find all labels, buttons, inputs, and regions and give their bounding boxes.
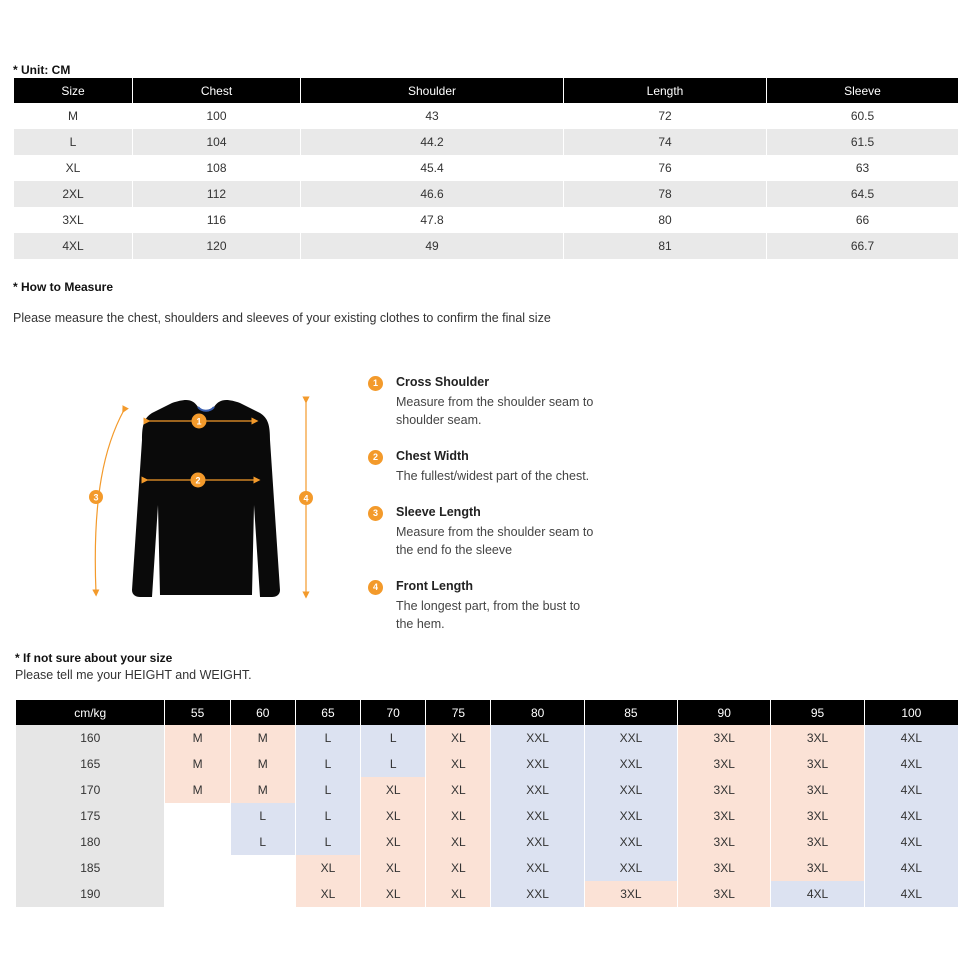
size-chart-row: [14, 155, 958, 181]
size-chart-cell: 63: [767, 155, 958, 181]
size-recommendation-cell: XXL: [491, 829, 583, 855]
step-description: Measure from the shoulder seam to the end fo the sleeve: [396, 525, 594, 557]
step-title: Front Length: [396, 579, 474, 593]
weight-header: 85: [585, 700, 677, 725]
size-recommendation-cell: 3XL: [678, 725, 770, 751]
weight-header: 70: [361, 700, 425, 725]
size-recommendation-cell: XL: [426, 777, 490, 803]
size-recommendation-cell: M: [165, 777, 229, 803]
size-recommendation-cell: XXL: [491, 751, 583, 777]
size-recommendation-cell: XL: [361, 803, 425, 829]
weight-header: 95: [771, 700, 863, 725]
size-recommendation-cell: L: [231, 803, 295, 829]
size-recommendation-cell: XXL: [585, 751, 677, 777]
step-description: The longest part, from the bust to the hem.: [396, 599, 581, 631]
height-row: [16, 803, 958, 829]
height-row: [16, 777, 958, 803]
size-recommendation-cell: [165, 855, 229, 881]
size-chart-cell: XL: [14, 155, 132, 181]
size-recommendation-cell: XL: [426, 803, 490, 829]
size-recommendation-cell: 3XL: [585, 881, 677, 907]
size-chart-row: [14, 129, 958, 155]
size-recommendation-cell: XL: [361, 829, 425, 855]
size-recommendation-cell: XXL: [491, 803, 583, 829]
size-chart-header-row: [14, 78, 958, 103]
size-recommendation-cell: XXL: [491, 725, 583, 751]
size-chart-cell: 72: [564, 103, 766, 129]
size-recommendation-cell: 3XL: [678, 829, 770, 855]
size-recommendation-cell: [231, 855, 295, 881]
size-recommendation-cell: [231, 881, 295, 907]
weight-header-row: [16, 700, 958, 725]
size-recommendation-cell: XXL: [585, 777, 677, 803]
size-recommendation-cell: XXL: [585, 855, 677, 881]
sleeve-header: Sleeve: [767, 78, 958, 103]
size-recommendation-cell: 3XL: [771, 803, 863, 829]
weight-header: 100: [865, 700, 958, 725]
size-chart-cell: 3XL: [14, 207, 132, 233]
size-recommendation-cell: XXL: [585, 725, 677, 751]
marker-1: [192, 414, 207, 429]
size-chart-cell: 61.5: [767, 129, 958, 155]
step-number-badge: 2: [368, 450, 383, 465]
size-recommendation-cell: 3XL: [771, 829, 863, 855]
svg-text:2: 2: [195, 475, 201, 486]
size-chart-cell: 120: [133, 233, 300, 259]
size-chart-cell: 66: [767, 207, 958, 233]
weight-header: 65: [296, 700, 360, 725]
size-recommendation-cell: M: [231, 725, 295, 751]
size-recommendation-cell: 3XL: [678, 751, 770, 777]
size-recommendation-cell: XL: [361, 777, 425, 803]
size-recommendation-cell: L: [361, 725, 425, 751]
size-header: Size: [14, 78, 132, 103]
size-recommendation-cell: [165, 803, 229, 829]
size-recommendation-cell: XXL: [585, 829, 677, 855]
size-recommendation-cell: 4XL: [865, 751, 958, 777]
size-recommendation-cell: L: [361, 751, 425, 777]
size-chart-cell: 76: [564, 155, 766, 181]
size-recommendation-cell: XXL: [491, 881, 583, 907]
size-chart-cell: 108: [133, 155, 300, 181]
size-chart-cell: 64.5: [767, 181, 958, 207]
size-recommendation-cell: XXL: [491, 855, 583, 881]
marker-3: [89, 490, 103, 504]
size-chart-cell: 44.2: [301, 129, 563, 155]
size-recommendation-cell: 4XL: [865, 725, 958, 751]
step-description: Measure from the shoulder seam to shoulder seam.: [396, 395, 594, 427]
size-recommendation-cell: L: [296, 829, 360, 855]
weight-header: 75: [426, 700, 490, 725]
weight-header: 55: [165, 700, 229, 725]
height-row: [16, 881, 958, 907]
size-recommendation-cell: XL: [361, 855, 425, 881]
size-recommendation-cell: L: [231, 829, 295, 855]
size-recommendation-cell: [165, 829, 229, 855]
size-chart-row: [14, 103, 958, 129]
size-chart-cell: 45.4: [301, 155, 563, 181]
weight-header: 60: [231, 700, 295, 725]
size-recommendation-cell: XL: [426, 881, 490, 907]
size-recommendation-cell: 4XL: [865, 803, 958, 829]
size-recommendation-cell: L: [296, 803, 360, 829]
svg-text:1: 1: [196, 416, 202, 427]
size-recommendation-cell: XXL: [491, 777, 583, 803]
size-recommendation-cell: 4XL: [865, 777, 958, 803]
size-recommendation-cell: 4XL: [771, 881, 863, 907]
size-recommendation-cell: 3XL: [678, 881, 770, 907]
size-chart-cell: 4XL: [14, 233, 132, 259]
chest-header: Chest: [133, 78, 300, 103]
height-cell: 185: [16, 855, 164, 881]
size-chart-cell: 74: [564, 129, 766, 155]
step-number-badge: 3: [368, 506, 383, 521]
height-cell: 190: [16, 881, 164, 907]
size-recommendation-cell: 3XL: [771, 751, 863, 777]
how-to-measure-title: * How to Measure: [13, 280, 114, 294]
weight-header: 80: [491, 700, 583, 725]
height-row: [16, 855, 958, 881]
size-chart-row: [14, 181, 958, 207]
size-chart-row: [14, 207, 958, 233]
size-recommendation-cell: XL: [426, 725, 490, 751]
height-row: [16, 725, 958, 751]
size-recommendation-cell: XL: [426, 751, 490, 777]
marker-2: [191, 473, 206, 488]
size-chart-cell: 2XL: [14, 181, 132, 207]
size-recommendation-cell: XL: [296, 855, 360, 881]
size-recommendation-cell: 3XL: [678, 777, 770, 803]
height-row: [16, 829, 958, 855]
length-header: Length: [564, 78, 766, 103]
size-chart-cell: 46.6: [301, 181, 563, 207]
size-recommendation-cell: M: [165, 725, 229, 751]
svg-text:4: 4: [303, 493, 309, 504]
height-cell: 175: [16, 803, 164, 829]
size-recommendation-cell: 4XL: [865, 855, 958, 881]
size-chart-table: [13, 78, 959, 259]
size-chart-cell: 112: [133, 181, 300, 207]
size-chart-cell: 81: [564, 233, 766, 259]
size-chart-cell: 100: [133, 103, 300, 129]
height-cell: 180: [16, 829, 164, 855]
height-row: [16, 751, 958, 777]
step-number-badge: 4: [368, 580, 383, 595]
size-chart-cell: 60.5: [767, 103, 958, 129]
size-recommendation-cell: XL: [296, 881, 360, 907]
sweater-measurement-diagram: [80, 385, 330, 615]
size-chart-row: [14, 233, 958, 259]
size-chart-cell: 66.7: [767, 233, 958, 259]
size-chart-cell: 104: [133, 129, 300, 155]
weight-header: 90: [678, 700, 770, 725]
height-weight-table: [15, 700, 959, 907]
size-recommendation-cell: L: [296, 725, 360, 751]
size-recommendation-cell: 4XL: [865, 829, 958, 855]
step-title: Cross Shoulder: [396, 375, 490, 389]
size-recommendation-cell: 3XL: [771, 855, 863, 881]
size-recommendation-cell: M: [231, 751, 295, 777]
step-title: Chest Width: [396, 449, 469, 463]
size-chart-cell: 78: [564, 181, 766, 207]
svg-text:3: 3: [93, 492, 99, 503]
size-recommendation-cell: L: [296, 777, 360, 803]
size-recommendation-cell: 3XL: [678, 855, 770, 881]
height-cell: 170: [16, 777, 164, 803]
size-recommendation-cell: XL: [426, 829, 490, 855]
size-recommendation-cell: [165, 881, 229, 907]
size-recommendation-cell: 3XL: [771, 725, 863, 751]
not-sure-subtitle: Please tell me your HEIGHT and WEIGHT.: [15, 668, 252, 682]
step-description: The fullest/widest part of the chest.: [396, 469, 590, 483]
size-chart-cell: M: [14, 103, 132, 129]
size-chart-cell: 49: [301, 233, 563, 259]
size-recommendation-cell: L: [296, 751, 360, 777]
unit-label: * Unit: CM: [13, 63, 71, 77]
size-chart-cell: 47.8: [301, 207, 563, 233]
step-number-badge: 1: [368, 376, 383, 391]
size-chart-cell: 80: [564, 207, 766, 233]
height-weight-corner-header: cm/kg: [16, 700, 164, 725]
sweater-shape: [132, 400, 280, 597]
how-to-measure-instruction: Please measure the chest, shoulders and sleeves of your existing clothes to confirm the final size: [13, 311, 551, 325]
size-recommendation-cell: 3XL: [678, 803, 770, 829]
height-cell: 160: [16, 725, 164, 751]
marker-4: [299, 491, 313, 505]
size-recommendation-cell: 4XL: [865, 881, 958, 907]
size-recommendation-cell: 3XL: [771, 777, 863, 803]
size-recommendation-cell: XXL: [585, 803, 677, 829]
not-sure-title: * If not sure about your size: [15, 651, 173, 665]
height-cell: 165: [16, 751, 164, 777]
size-chart-cell: 43: [301, 103, 563, 129]
shoulder-header: Shoulder: [301, 78, 563, 103]
step-title: Sleeve Length: [396, 505, 481, 519]
size-chart-cell: 116: [133, 207, 300, 233]
size-recommendation-cell: M: [165, 751, 229, 777]
size-recommendation-cell: XL: [426, 855, 490, 881]
size-chart-cell: L: [14, 129, 132, 155]
size-recommendation-cell: M: [231, 777, 295, 803]
size-recommendation-cell: XL: [361, 881, 425, 907]
